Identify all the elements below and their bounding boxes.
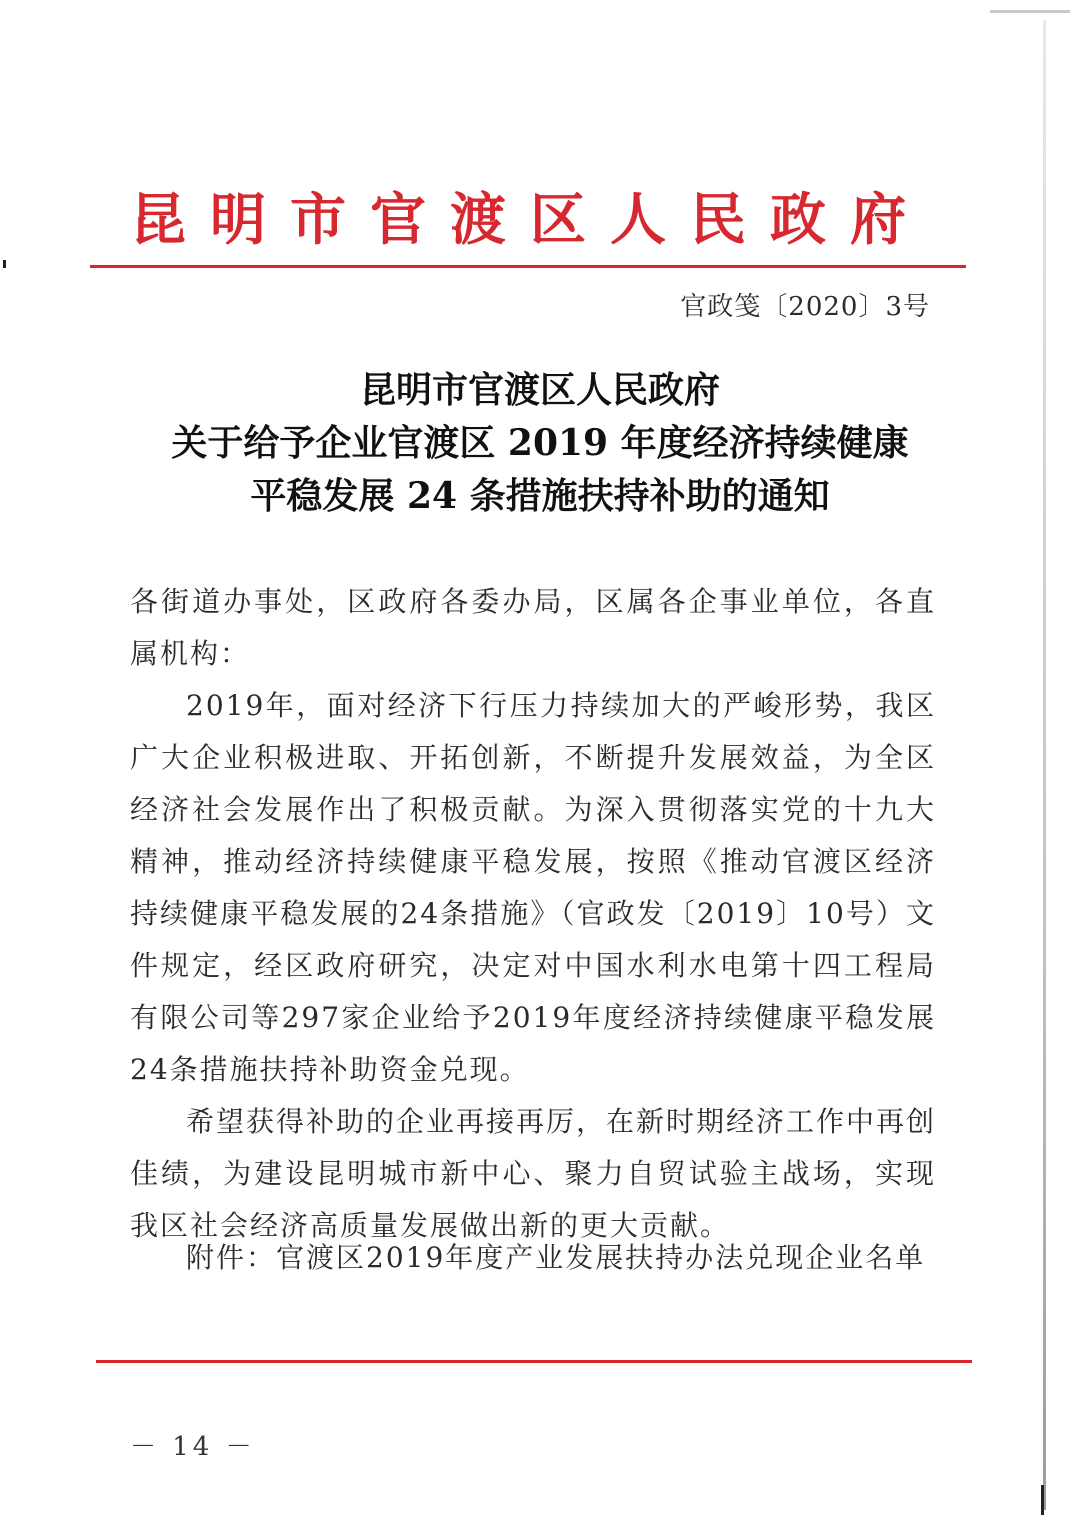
red-separator-line	[90, 265, 966, 268]
scan-mark	[1041, 1485, 1044, 1515]
page-number: － 14 －	[130, 1432, 256, 1462]
title-line-3: 平稳发展 24 条措施扶持补助的通知	[250, 475, 830, 517]
scan-edge-artifact	[990, 10, 1070, 13]
document-number: 官政笺〔2020〕3号	[680, 292, 930, 322]
red-separator-line-bottom	[96, 1360, 972, 1363]
title-line-2: 关于给予企业官渡区 2019 年度经济持续健康	[171, 422, 909, 464]
attachment-note: 附件：官渡区2019年度产业发展扶持办法兑现企业名单	[186, 1241, 926, 1274]
body-paragraph-2: 希望获得补助的企业再接再厉，在新时期经济工作中再创佳绩，为建设昆明城市新中心、聚力自贸试验主战场，实现我区社会经济高质量发展做出新的更大贡献。	[130, 1105, 937, 1242]
salutation: 各街道办事处，区政府各委办局，区属各企事业单位，各直属机构：	[130, 585, 936, 670]
title-line-1: 昆明市官渡区人民政府	[359, 369, 720, 411]
body-paragraph-1: 2019年，面对经济下行压力持续加大的严峻形势，我区广大企业积极进取、开拓创新，不断提升发展效益，为全区经济社会发展作出了积极贡献。为深入贯彻落实党的十九大精神，推动经济持续健康平稳发展，按照《推动官渡区经济持续健康平稳发展的24条措施》（官政发〔2019〕10号）文件规定，经区政府研究，决定对中国水利水电第十四工程局有限公司等297家企业给予2019年度经济持续健康平稳发展24条措施扶持补助资金兑现。	[130, 689, 936, 1086]
scan-mark	[3, 260, 6, 268]
document-body	[130, 576, 936, 1252]
scan-edge-artifact	[1043, 20, 1046, 1510]
document-title	[100, 364, 980, 523]
issuing-organization-header: 昆明市官渡区人民政府	[130, 187, 930, 253]
